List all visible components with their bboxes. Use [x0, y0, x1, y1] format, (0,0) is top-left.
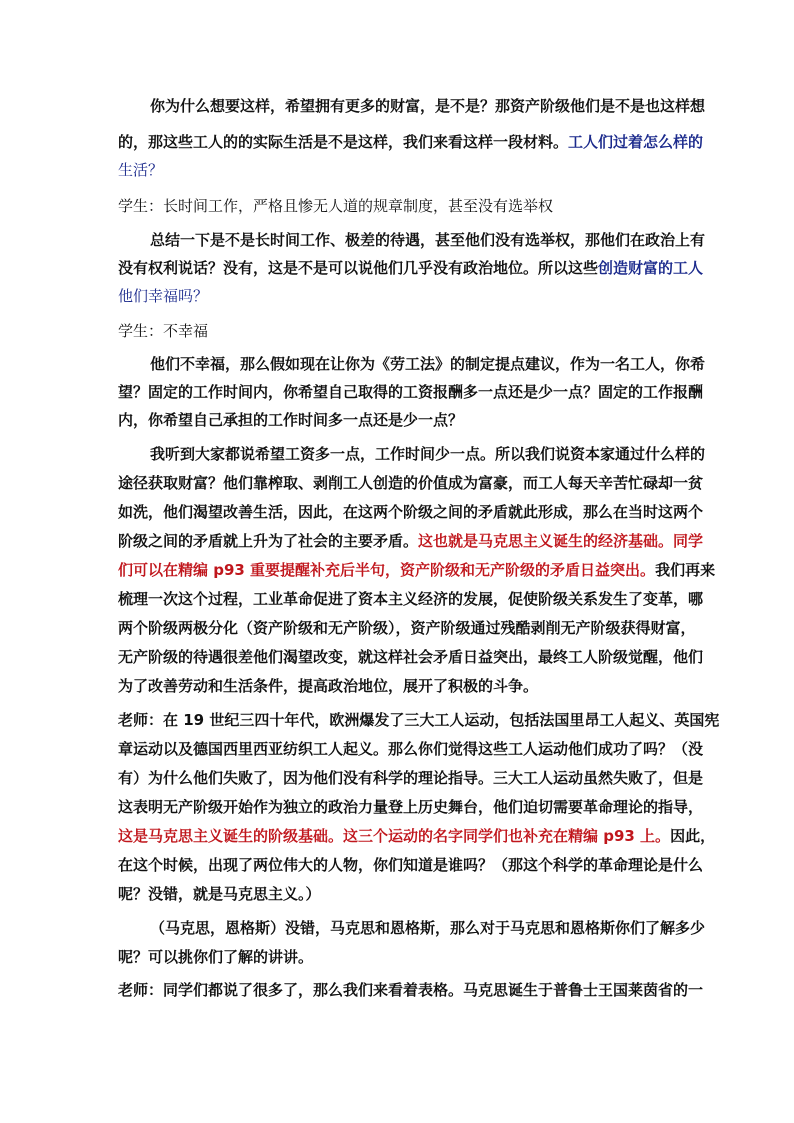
- text-line: 生活？: [118, 161, 164, 179]
- text-line: 呢？可以挑你们了解的讲讲。: [118, 948, 314, 966]
- student-answer: 学生：不幸福: [118, 322, 209, 340]
- text-line: 们可以在精编 p93 重要提醒补充后半句，资产阶级和无产阶级的矛盾日益突出。我们再来: [118, 561, 716, 579]
- text-line: 在这个时候，出现了两位伟大的人物，你们知道是谁吗？（那这个科学的革命理论是什么: [118, 856, 704, 874]
- text-line: 这表明无产阶级开始作为独立的政治力量登上历史舞台，他们迫切需要革命理论的指导，: [118, 798, 704, 816]
- text-line: 章运动以及德国西里西亚纺织工人起义。那么你们觉得这些工人运动他们成功了吗？（没: [118, 740, 704, 758]
- text-line: 途径获取财富？他们靠榨取、剥削工人创造的价值成为富豪，而工人每天辛苦忙碌却一贫: [118, 474, 704, 492]
- text-line: 没有权利说话？没有，这是不是可以说他们几乎没有政治地位。所以这些创造财富的工人: [118, 259, 704, 277]
- text-line: （马克思，恩格斯）没错，马克思和恩格斯，那么对于马克思和恩格斯你们了解多少: [150, 919, 706, 937]
- text-line: 阶级之间的矛盾就上升为了社会的主要矛盾。这也就是马克思主义诞生的经济基础。同学: [118, 532, 704, 550]
- text-line: 这是马克思主义诞生的阶级基础。这三个运动的名字同学们也补充在精编 p93 上。因此，: [118, 827, 716, 845]
- text-line: 总结一下是不是长时间工作、极差的待遇，甚至他们没有选举权，那他们在政治上有: [150, 231, 706, 249]
- text-line: 望？固定的工作时间内，你希望自己取得的工资报酬多一点还是少一点？固定的工作报酬: [118, 383, 704, 401]
- text-line: 两个阶级两极分化（资产阶级和无产阶级），资产阶级通过残酷剥削无产阶级获得财富，: [118, 619, 696, 637]
- text-line: 他们幸福吗？: [118, 287, 209, 305]
- text-line: 呢？没错，就是马克思主义。）: [118, 885, 321, 903]
- teacher-line: 老师：在 19 世纪三四十年代，欧洲爆发了三大工人运动，包括法国里昂工人起义、英国宪: [118, 711, 720, 729]
- text-line: 他们不幸福，那么假如现在让你为《劳工法》的制定提点建议，作为一名工人，你希: [150, 355, 706, 373]
- text-line: 内，你希望自己承担的工作时间多一点还是少一点？: [118, 411, 464, 429]
- text-line: 我听到大家都说希望工资多一点，工作时间少一点。所以我们说资本家通过什么样的: [150, 445, 706, 463]
- teacher-line: 老师：同学们都说了很多了，那么我们来看着表格。马克思诞生于普鲁士王国莱茵省的一: [118, 981, 704, 999]
- text-line: 有）为什么他们失败了，因为他们没有科学的理论指导。三大工人运动虽然失败了，但是: [118, 769, 704, 787]
- text-line: 你为什么想要这样，希望拥有更多的财富，是不是？那资产阶级他们是不是也这样想: [150, 97, 706, 115]
- student-answer: 学生：长时间工作，严格且惨无人道的规章制度，甚至没有选举权: [118, 197, 554, 215]
- text-line: 无产阶级的待遇很差他们渴望改变，就这样社会矛盾日益突出，最终工人阶级觉醒，他们: [118, 648, 704, 666]
- text-line: 如洗，他们渴望改善生活，因此，在这两个阶级之间的矛盾就此形成，那么在当时这两个: [118, 503, 704, 521]
- text-line: 的，那这些工人的的实际生活是不是这样，我们来看这样一段材料。工人们过着怎么样的: [118, 133, 704, 151]
- text-line: 梳理一次这个过程，工业革命促进了资本主义经济的发展，促使阶级关系发生了变革，哪: [118, 590, 704, 608]
- text-line: 为了改善劳动和生活条件，提高政治地位，展开了积极的斗争。: [118, 677, 539, 695]
